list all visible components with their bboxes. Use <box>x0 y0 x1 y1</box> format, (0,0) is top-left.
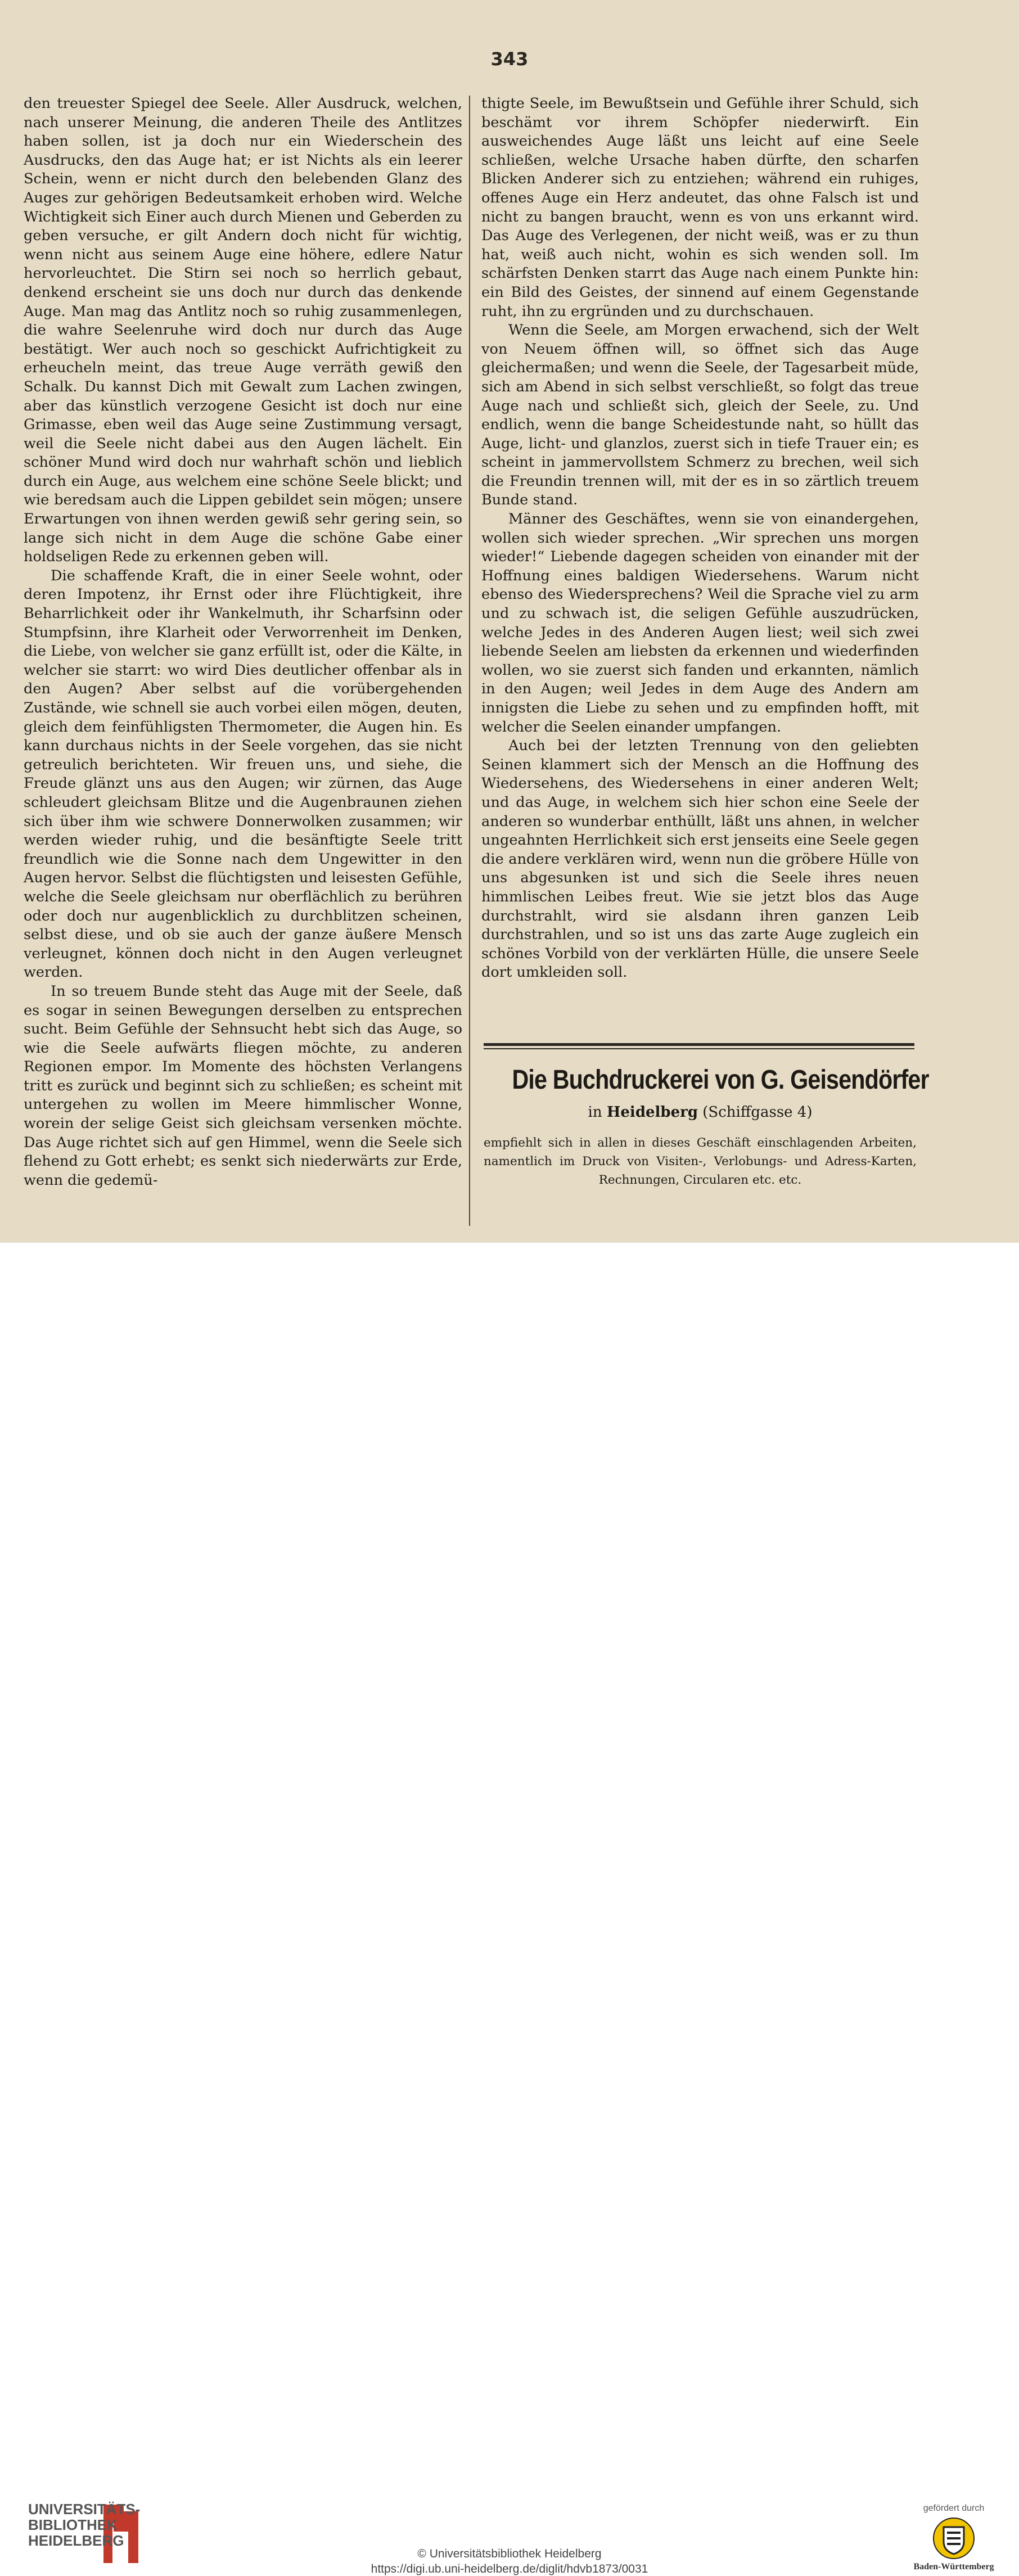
library-name-line: BIBLIOTHEK <box>28 2516 118 2533</box>
source-url-link[interactable]: https://digi.ub.uni-heidelberg.de/diglit/hdvb1873/0031 <box>371 2563 648 2575</box>
advertisement-body: empfiehlt sich in allen in dieses Geschäft einschlagenden Arbeiten, namentlich im Druck von Visiten-, Verlobungs- und Adress-Karten, Rechnungen, Circularen etc. etc. <box>484 1136 917 1187</box>
copyright-notice: © Universitätsbibliothek Heidelberg <box>417 2547 602 2560</box>
paragraph: Auch bei der letzten Trennung von den geliebten Seinen klammert sich der Mensch an die Hoffnung des Wiedersehens, des Wiedersehens in einer anderen Welt; und das Auge, in welchem sich hier schon eine Seele der anderen so wunderbar enthüllt, läßt uns ahnen, in welcher ungeahnten Herrlichkeit sich erst jenseits eine Seele gegen die andere verklären wird, wenn nun die gröbere Hülle von uns abgesunken ist und sich die Seele ihres neuen himmlischen Leibes freut. Wie sie jetzt blos das Auge durchstrahlt, wird sie alsdann ihren ganzen Leib durchstrahlen, und so ist uns das zarte Auge zugleich ein schönes Vorbild von der verklärten Hülle, die unsere Seele dort umkleiden soll. <box>481 737 919 981</box>
sponsor-label: gefördert durch <box>923 2503 985 2513</box>
library-name <box>28 2501 140 2548</box>
page-number: 343 <box>490 48 529 70</box>
sponsor-name: Baden-Württemberg <box>913 2562 994 2572</box>
text-column-right <box>481 94 919 982</box>
paragraph: Männer des Geschäftes, wenn sie von einandergehen, wollen sich wieder sprechen. „Wir sprechen uns morgen wieder!“ Liebende dagegen scheiden von einander mit der Hoffnung eines baldigen Wiedersehens. Warum nicht ebenso des Wiedersprechens? Weil die Sprache viel zu arm und zu schwach ist, die seligen Gefühle auszudrücken, welche Jedes in des Anderen Augen liest; weil sich zwei liebende Seelen am liebsten da erkennen und wiederfinden wollen, wo sie zuerst sich fanden und erkannten, nämlich in den Augen; weil Jedes in dem Auge des Andern am innigsten die Liebe zu sehen und zu empfinden hofft, mit welcher die Seelen einander umpfangen. <box>481 511 919 736</box>
advertisement-rule-thick <box>484 1043 914 1046</box>
location-address: (Schiffgasse 4) <box>702 1104 813 1121</box>
paragraph: In so treuem Bunde steht das Auge mit der Seele, daß es sogar in seinen Bewegungen derselben zu entsprechen sucht. Beim Gefühle der Sehnsucht hebt sich das Auge, so wie die Seele aufwärts fliegen möchte, zu anderen Regionen empor. Im Momente des höchsten Verlangens tritt es zurück und beginnt sich zu schließen; es scheint mit untergehen zu wollen im Meere himmlischer Wonne, worein der selige Geist sich gleichsam versenken möchte. Das Auge richtet sich auf gen Himmel, wenn die Seele sich flehend zu Gott erhebt; es senkt sich niederwärts zur Erde, wenn die gedemü- <box>24 982 462 1189</box>
location-prefix: in <box>588 1104 602 1121</box>
advertisement-rule-thin <box>484 1048 914 1049</box>
library-name-line: UNIVERSITÄTS- <box>28 2501 141 2518</box>
library-name-line: HEIDELBERG <box>28 2532 124 2549</box>
column-divider <box>469 96 470 1226</box>
advertisement-title: Die Buchdruckerei von G. Geisendörfer <box>512 1065 929 1095</box>
paragraph: Wenn die Seele, am Morgen erwachend, sich der Welt von Neuem öffnen will, so öffnet sich das Auge gleichermaßen; und wenn die Seele, der Tagesarbeit müde, sich am Abend in sich selbst verschließt, so folgt das treue Auge nach und schließt sich, gleich der Seele, zu. Und endlich, wenn die bange Scheidestunde naht, so hüllt das Auge, licht- und glanzlos, zuerst sich in tiefe Trauer ein; es scheint in jammervollstem Schmerz zu brechen, weil sich die Freundin trennen will, mit der es in so zärtlich treuem Bunde stand. <box>481 322 919 509</box>
advertisement-location <box>481 1104 919 1121</box>
scanned-page <box>0 0 1019 1243</box>
footer <box>0 1243 1019 2575</box>
paragraph: den treuester Spiegel dee Seele. Aller Ausdruck, welchen, nach unserer Meinung, die anderen Theile des Antlitzes haben sollen, ist ja doch nur ein Wiederschein des Ausdrucks, den das Auge hat; er ist Nichts als ein leerer Schein, wenn er nicht durch den belebenden Glanz des Auges zur gehörigen Bedeutsamkeit erhoben wird. Welche Wichtigkeit sich Einer auch durch Mienen und Geberden zu geben versuche, er gilt Andern doch nicht für wichtig, wenn nicht aus seinem Auge eine höhere, edlere Natur hervorleuchtet. Die Stirn sei noch so herrlich gebaut, denkend erscheint sie uns doch nur durch das denkende Auge. Man mag das Antlitz noch so ruhig zusammenlegen, die wahre Seelenruhe wird doch nur durch das Auge bestätigt. Wer auch noch so geschickt Aufrichtigkeit zu erheucheln meint, das treue Auge verräth gewiß den Schalk. Du kannst Dich mit Gewalt zum Lachen zwingen, aber das künstlich verzogene Gesicht ist doch nur eine Grimasse, eben weil das Auge seine Zustimmung versagt, weil die Seele nicht dabei aus den Augen lächelt. Ein schöner Mund wird doch nur wahrhaft schön und lieblich durch ein Auge, aus welchem eine schöne Seele blickt; und wie beredsam auch die Lippen gebildet sein mögen; unsere Erwartungen von ihnen werden gewiß sehr gering sein, so lange sich nicht in dem Auge die schöne Gabe einer holdseligen Rede zu erkennen geben will. <box>24 95 462 566</box>
location-city: Heidelberg <box>606 1104 698 1121</box>
paragraph: Die schaffende Kraft, die in einer Seele wohnt, oder deren Impotenz, ihr Ernst oder ihre Flüchtigkeit, ihre Beharrlichkeit oder ihr Wankelmuth, ihr Scharfsinn oder Stumpfsinn, ihre Klarheit oder Verworrenheit im Denken, die Liebe, von welcher sie ganz erfüllt ist, oder die Kälte, in welcher sie starrt: wo wird Dies deutlicher offenbar als in den Augen? Aber selbst auf die vorübergehenden Zustände, wie schnell sie auch vorbei eilen mögen, deuten, gleich dem feinfühligsten Thermometer, die Augen hin. Es kann durchaus nichts in der Seele vorgehen, das sie nicht getreulich berichteten. Wir freuen uns, und siehe, die Freude glänzt uns aus den Augen; wir zürnen, das Auge schleudert gleichsam Blitze und die Augenbraunen ziehen sich über ihm wie schwere Donnerwolken zusammen; wir werden wieder ruhig, und die besänftigte Seele tritt freundlich wie die Sonne nach dem Ungewitter in den Augen hervor. Selbst die flüchtigsten und leisesten Gefühle, welche die Seele gleichsam nur oberflächlich zu berühren oder doch nur augenblicklich zu durchblitzen scheinen, selbst diese, und ob sie auch der ganze äußere Mensch verleugnet, können doch nicht in den Augen verleugnet werden. <box>24 567 462 981</box>
text-column-left <box>24 94 462 1190</box>
baden-wuerttemberg-crest-icon <box>932 2517 975 2560</box>
paragraph: thigte Seele, im Bewußtsein und Gefühle ihrer Schuld, sich beschämt vor ihrem Schöpfer niederwirft. Ein ausweichendes Auge läßt uns leicht auf eine Seele schließen, welche Ursache haben dürfte, den scharfen Blicken Anderer sich zu entziehen; während ein ruhiges, offenes Auge ein Herz andeutet, das ohne Falsch ist und nicht zu bangen braucht, wenn es von uns erkannt wird. Das Auge des Verlegenen, der nicht weiß, was er zu thun hat, weiß auch nicht, wohin es sich wenden soll. Im schärfsten Denken starrt das Auge nach einem Punkte hin: ein Bild des Geistes, der sinnend auf einem Gegenstande ruht, ihn zu ergründen und zu durchschauen. <box>481 95 919 320</box>
